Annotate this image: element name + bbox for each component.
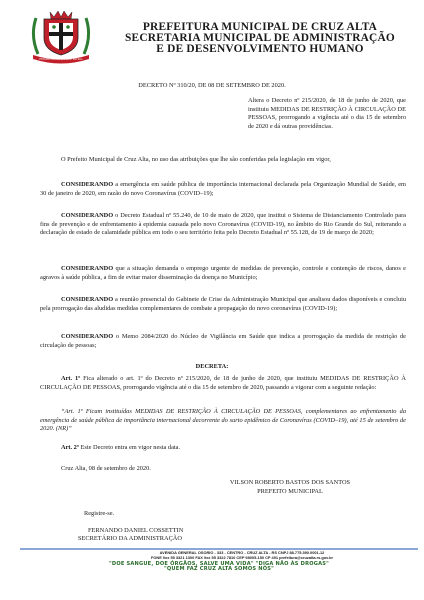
article-1-text: Fica alterado o art. 1º do Decreto nº 215/2020, de 18 de junho de 2020, que instituiu MEDIDAS DE RESTRIÇÃO À CIRCULAÇÃO DE PESSOAS, prorrogando vigência até o dia 15 de setembro de 2020, passando a vigorar com a seguinte redação: [40,375,406,391]
coat-of-arms-logo [30,8,92,64]
considerando-label: CONSIDERANDO [61,333,114,340]
considerando-label: CONSIDERANDO [61,181,114,188]
considerando-text: o Memo 2084/2020 do Núcleo de Vigilância em Saúde que indica a prorrogação da medida de restrição de circulação de pessoas; [40,333,406,349]
article-2 [40,444,406,453]
considerando-text: que a situação demanda o emprego urgente de medidas de prevenção, controle e contenção de riscos, danos e agravos à saúde pública, a fim de evitar maior disseminação da doença no Município; [40,265,406,281]
mayor-title: PREFEITO MUNICIPAL [257,488,323,495]
footer-slogan-city: "QUEM FAZ CRUZ ALTA SOMOS NÓS" [164,566,274,572]
secretary-name: FERNANDO DANIEL COSSETTIN [88,527,184,534]
header-line-desenvolvimento: E DE DESENVOLVIMENTO HUMANO [156,43,364,55]
considerando-label: CONSIDERANDO [61,296,114,303]
article-2-text: Este Decreto entra em vigor nesta data. [78,444,181,451]
place-date: Cruz Alta, 08 de setembro de 2020. [61,465,151,472]
decree-summary: Altera o Decreto nº 215/2020, de 18 de junho de 2020, que instituiu MEDIDAS DE RESTRIÇÃO À CIRCULAÇÃO DE PESSOAS, prorrogando a vigência até o dia 15 de setembro de 2020 e dá outras providências. [248,97,406,131]
footer-slogan: "DOE SANGUE, DOE ÓRGÃOS, SALVE UMA VIDA" "DIGA NÃO ÀS DROGAS" [109,561,329,567]
considerando-label: CONSIDERANDO [61,212,114,219]
considerando-text: a emergência em saúde pública de importância internacional declarada pela Organização Mundial de Saúde, em 30 de janeiro de 2020, em razão do novo Coronavírus (COVID–19); [40,181,406,197]
considerando-label: CONSIDERANDO [61,265,114,272]
crest-ribbon-text: ESTADO DO RIO GRANDE DO SUL [39,58,83,61]
article-2-label: Art. 2º [61,444,79,451]
decreta-heading: DECRETA: [195,363,229,370]
decree-title: DECRETO Nº 310/20, DE 08 DE SETEMBRO DE 2020. [138,82,286,89]
considerando-1 [40,181,406,198]
header-line-prefeitura: PREFEITURA MUNICIPAL DE CRUZ ALTA [142,21,378,33]
footer-contacts: FONE 0xx 55 3321 1300 FAX 0xx 55 3322 7810 CEP 98005-150 CP 491 prefeitura@cruzalta.rs.gov.br [150,555,333,560]
considerando-3 [40,265,406,282]
mayor-name: VILSON ROBERTO BASTOS DOS SANTOS [229,479,351,486]
article-1-quote: “Art. 1º Ficam instituídas MEDIDAS DE RESTRIÇÃO À CIRCULAÇÃO DE PESSOAS, complementares ao enfrentamento da emergência de saúde pública de importância internacional decorrente do surto epidêmico de Coronavírus (COVID–19), até 15 de setembro de 2020. (NR)” [40,408,406,433]
considerando-5 [40,333,406,350]
registre-se: Registre-se. [84,510,115,517]
secretary-title: SECRETÁRIO DA ADMINISTRAÇÃO [78,535,182,542]
considerando-text: o Decreto Estadual nº 55.240, de 10 de maio de 2020, que institui o Sistema de Distanciamento Controlado para fins de prevenção e de enfrentamento à epidemia causada pelo novo Coronavírus (COVID-19), no âmbito do Rio Grande do Sul, reiterando a declaração de estado de calamidade pública em todo o seu território feita pelo Decreto Estadual nº 55.128, de 19 de março de 2020; [40,212,406,237]
considerando-4 [40,296,406,313]
considerando-text: a reunião presencial do Gabinete de Crise da Administração Municipal que analisou dados disponíveis e concluiu pela prorrogação das aludidas medidas complementares de combate a propagação do novo coronavírus (COVID-19); [40,296,406,312]
preamble: O Prefeito Municipal de Cruz Alta, no uso das atribuições que lhe são conferidas pela legislação em vigor, [61,156,331,163]
article-1-label: Art. 1º [61,375,81,382]
header-line-secretaria: SECRETARIA MUNICIPAL DE ADMINISTRAÇÃO [125,32,395,44]
article-1 [40,375,406,392]
footer-address: AVENIDA GENERAL OSORIO - 333 - CENTRO - CRUZ ALTA - RS CNPJ 88.775.390.0001-12 [159,550,325,555]
considerando-2 [40,212,406,238]
